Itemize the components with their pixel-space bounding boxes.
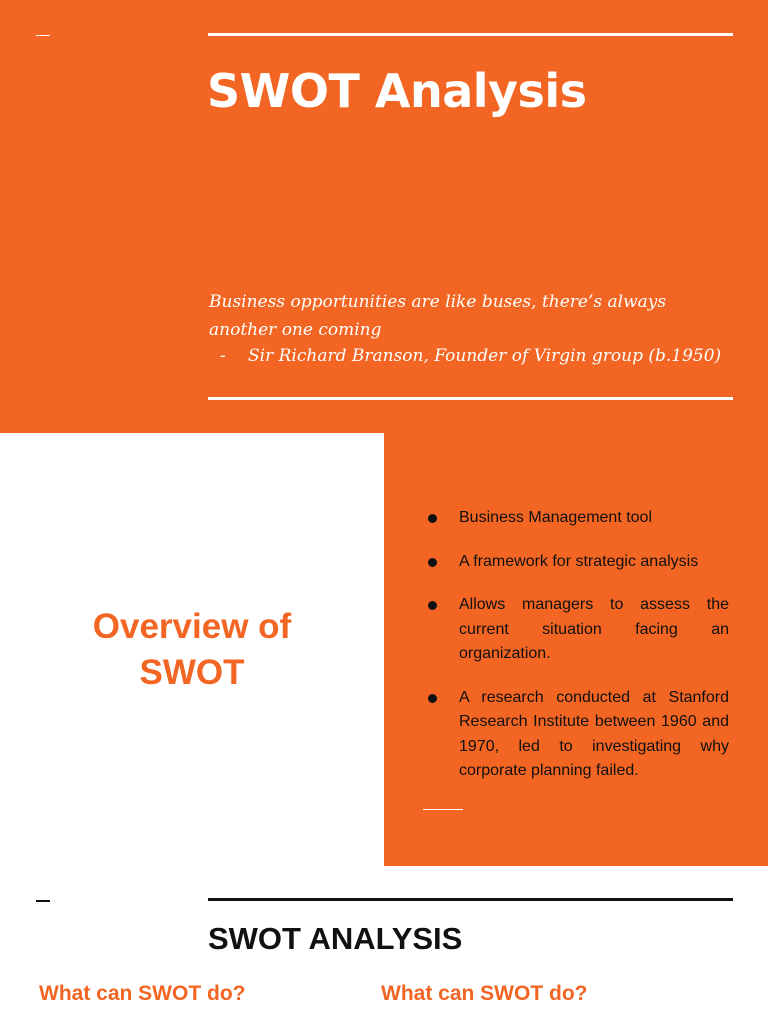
list-item: [424, 506, 729, 531]
list-item: [424, 686, 729, 784]
attribution-dash: -: [220, 346, 226, 366]
slide-title: SWOT Analysis: [207, 64, 587, 118]
quote-text: Business opportunities are like buses, there’s always another one coming: [209, 292, 667, 340]
overview-heading-line2: SWOT: [139, 653, 245, 692]
overview-heading-line1: Overview of: [92, 607, 292, 646]
list-item: [424, 593, 729, 667]
bullet-text: A research conducted at Stanford Research Institute between 1960 and 1970, led to investigating why corporate planning failed.: [459, 688, 729, 779]
bullet-text: Business Management tool: [459, 509, 652, 526]
slide-marker-dash: [36, 35, 50, 36]
swot-analysis-title: SWOT ANALYSIS: [208, 921, 463, 956]
panel-underline: [423, 809, 463, 810]
bullet-dot-icon: [428, 514, 437, 523]
quote-attribution: [220, 342, 721, 370]
attribution-text: Sir Richard Branson, Founder of Virgin group (b.1950): [248, 346, 722, 366]
slide-marker-dash: [36, 900, 50, 902]
bullet-text: Allows managers to assess the current situation facing an organization.: [459, 596, 729, 662]
list-item: [424, 550, 729, 575]
bullet-dot-icon: [428, 601, 437, 610]
bullet-dot-icon: [428, 694, 437, 703]
overview-heading: [0, 604, 384, 696]
bottom-rule: [208, 397, 733, 400]
top-rule: [208, 33, 733, 36]
bullet-dot-icon: [428, 558, 437, 567]
column-heading-left: What can SWOT do?: [39, 982, 246, 1005]
top-rule: [208, 898, 733, 901]
overview-bullet-list: [424, 506, 729, 803]
column-heading-right: What can SWOT do?: [381, 982, 588, 1005]
bullet-text: A framework for strategic analysis: [459, 552, 699, 570]
